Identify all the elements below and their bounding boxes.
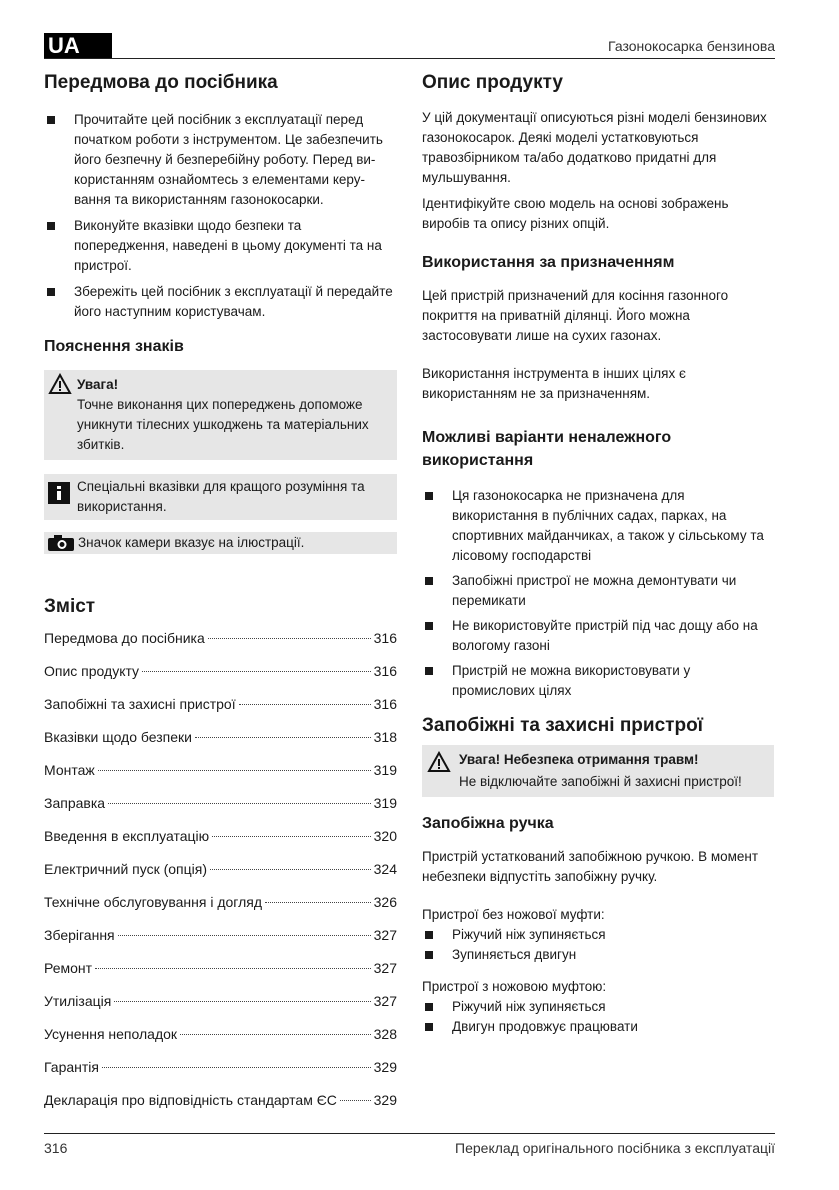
toc-row[interactable] [44,993,397,1026]
injury-warning-notice [422,745,774,797]
header-divider [44,58,775,59]
toc-row[interactable] [44,960,397,993]
intended-use-paragraph: Цей пристрій призначений для косіння газонного покриття на приватній ділянці. Його можна застосовувати лише на сухих газонах. [422,288,729,343]
info-icon [48,482,70,504]
toc-page: 329 [373,1092,397,1108]
toc-leader [265,902,371,903]
safety-handle-paragraph: Пристрій устаткований запобіжною ручкою. В момент небезпеки відпустіть запобіжну ручку. [422,849,759,884]
list-item: Двигун продовжує працювати [422,1017,774,1037]
toc-page: 318 [373,729,397,745]
clutch-list [422,997,774,1037]
toc-title: Електричний пуск (опція) [44,861,207,877]
warning-notice [44,370,397,460]
toc-page: 327 [373,960,397,976]
toc-leader [195,737,371,738]
camera-text: Значок камери вказує на ілюстрації. [78,535,305,550]
toc-leader [239,704,371,705]
toc-page: 326 [373,894,397,910]
toc-row[interactable] [44,729,397,762]
intended-use-heading: Використання за призначенням [422,254,675,271]
toc-leader [212,836,371,837]
warning-triangle-icon [427,751,451,773]
toc-title: Ремонт [44,960,93,976]
camera-notice [44,532,397,554]
list-item: Зупиняється двигун [422,945,774,965]
list-item: Пристрій не можна використовувати у промислових цілях [422,661,774,701]
toc-leader [118,935,371,936]
toc-page: 327 [373,993,397,1009]
toc-leader [102,1067,371,1068]
toc-title: Зберігання [44,927,115,943]
injury-warning-text: Не відключайте запобіжні й захисні пристрої! [459,774,742,789]
no-clutch-list [422,925,774,965]
warning-text: Точне виконання цих попереджень допоможе уникнути тілесних ушкоджень та матеріальних збитків. [77,397,369,452]
list-item: Запобіжні пристрої не можна демонтувати чи перемикати [422,571,774,611]
toc-title: Введення в експлуатацію [44,828,210,844]
toc-title: Усунення неполадок [44,1026,178,1042]
toc-leader [180,1034,371,1035]
toc-row[interactable] [44,696,397,729]
toc-row[interactable] [44,1059,397,1092]
safety-devices-heading: Запобіжні та захисні пристрої [422,715,704,736]
toc-leader [95,968,371,969]
toc-page: 316 [373,696,397,712]
foreword-list [44,110,397,322]
toc-leader [98,770,371,771]
toc-row[interactable] [44,795,397,828]
toc-page: 327 [373,927,397,943]
toc-row[interactable] [44,1026,397,1059]
toc-title: Декларація про відповідність стандартам ЄС [44,1092,337,1108]
foreword-heading: Передмова до посібника [44,72,278,93]
toc-row[interactable] [44,927,397,960]
toc-title: Вказівки щодо безпеки [44,729,192,745]
toc-row[interactable] [44,630,397,663]
toc-page: 324 [373,861,397,877]
list-item: Ріжучий ніж зупиняється [422,997,774,1017]
list-item: Ріжучий ніж зупиняється [422,925,774,945]
toc-row[interactable] [44,828,397,861]
no-clutch-label: Пристрої без ножової муфти: [422,907,605,922]
injury-warning-label: Увага! Небезпека отримання травм! [459,752,699,767]
toc-title: Монтаж [44,762,95,778]
warning-label: Увага! [77,377,119,392]
toc-title: Гарантія [44,1059,99,1075]
toc-title: Технічне обслуговування і догляд [44,894,262,910]
toc-page: 320 [373,828,397,844]
toc-leader [142,671,371,672]
safety-handle-heading: Запобіжна ручка [422,815,554,832]
product-heading: Опис продукту [422,72,563,93]
toc-row[interactable] [44,1092,397,1125]
left-column [44,70,397,1125]
camera-icon [48,535,74,551]
list-item: Виконуйте вказівки щодо безпеки та попередження, наведені в цьому документі та на пристрої. [44,216,397,276]
warning-triangle-icon [48,373,72,395]
toc-leader [108,803,371,804]
toc-page: 319 [373,795,397,811]
toc-page: 329 [373,1059,397,1075]
footer-divider [44,1133,775,1134]
toc-page: 316 [373,630,397,646]
toc-title: Опис продукту [44,663,140,679]
toc-row[interactable] [44,894,397,927]
toc-title: Утилізація [44,993,112,1009]
language-badge: UA [44,33,112,59]
toc-leader [208,638,371,639]
info-text: Спеціальні вказівки для кращого розуміння та використання. [77,479,365,514]
toc-title: Заправка [44,795,106,811]
toc-page: 328 [373,1026,397,1042]
list-item: Не використовуйте пристрій під час дощу або на вологому газоні [422,616,774,656]
toc-page: 319 [373,762,397,778]
page-number: 316 [44,1140,68,1156]
table-of-contents [44,630,397,1125]
footer-text: Переклад оригінального посібника з експлуатації [455,1140,775,1156]
toc-row[interactable] [44,861,397,894]
clutch-label: Пристрої з ножовою муфтою: [422,979,607,994]
list-item: Збережіть цей посібник з експлуатації й передайте його наступним користувачам. [44,282,397,322]
toc-heading: Зміст [44,596,96,617]
toc-row[interactable] [44,762,397,795]
toc-title: Запобіжні та захисні пристрої [44,696,236,712]
right-column [422,70,774,1037]
toc-leader [340,1100,371,1101]
toc-page: 316 [373,663,397,679]
list-item: Ця газонокосарка не призначена для використання в публічних садах, парках, на спортивних майданчиках, а також у сільському та лісовому господарстві [422,486,774,566]
product-paragraph: Ідентифікуйте свою модель на основі зображень виробів та опису різних опцій. [422,196,729,231]
toc-row[interactable] [44,663,397,696]
misuse-list [422,486,774,701]
document-title: Газонокосарка бензинова [608,38,775,54]
info-notice [44,474,397,520]
misuse-heading: Можливі варіанти неналежного використання [422,429,672,469]
signs-heading: Пояснення знаків [44,338,184,355]
toc-leader [114,1001,370,1002]
toc-leader [210,869,371,870]
intended-use-paragraph: Використання інструмента в інших цілях є використанням не за призначенням. [422,366,686,401]
list-item: Прочитайте цей посібник з експлуатації перед початком роботи з інструментом. Це забезпечить його безпечну й безперебійну роботу. Перед ви-користанням ознайомтесь з елементами керу-вання та використанням газонокосарки. [44,110,397,210]
toc-title: Передмова до посібника [44,630,205,646]
product-paragraph: У цій документації описуються різні моделі бензинових газонокосарок. Деякі моделі устатковуються травозбірником та/або додатково придатні для мульшування. [422,110,767,185]
